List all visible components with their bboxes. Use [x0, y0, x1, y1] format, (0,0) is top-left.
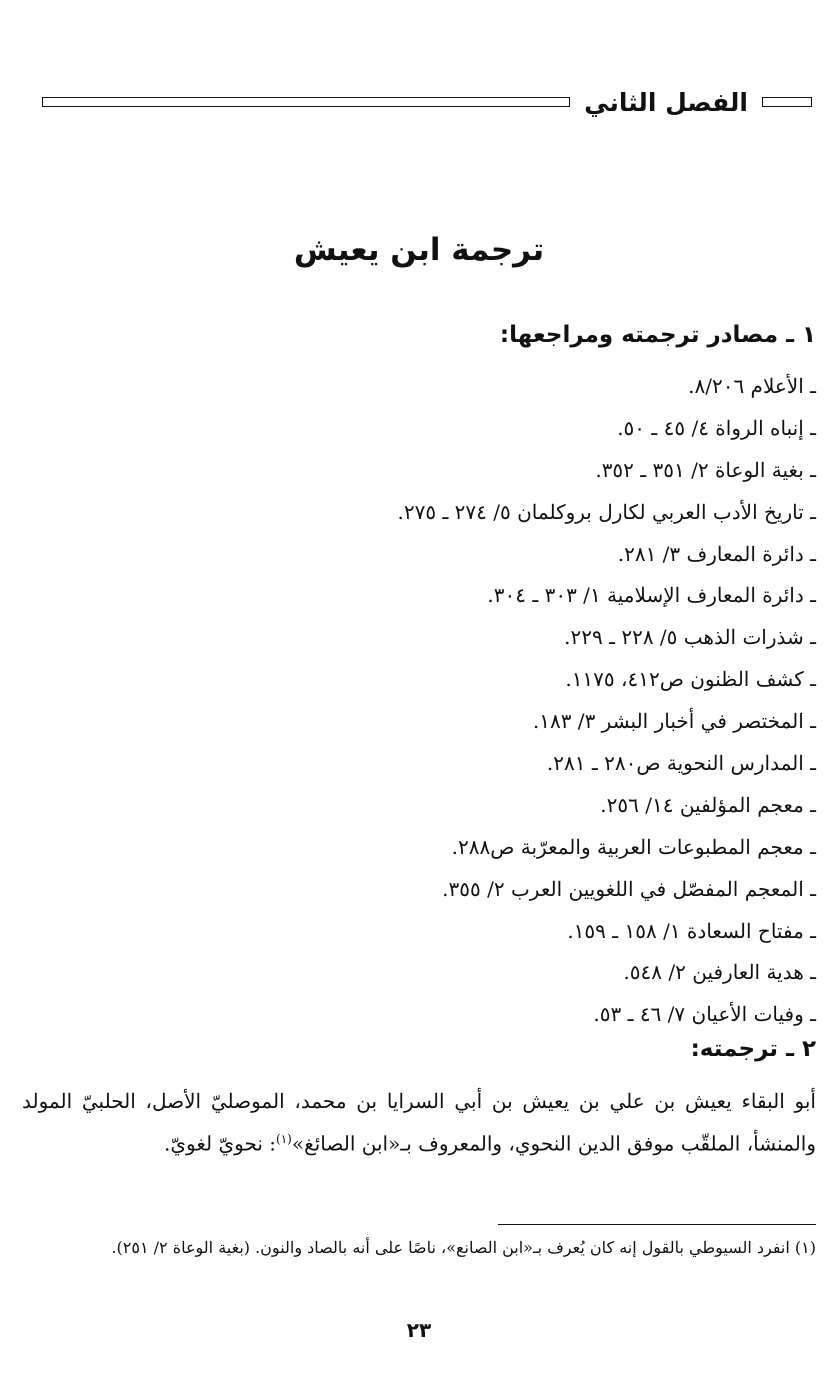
header-rule-left: [42, 97, 570, 107]
list-item: ـ دائرة المعارف الإسلامية ١/ ٣٠٣ ـ ٣٠٤.: [487, 583, 816, 608]
list-item: ـ تاريخ الأدب العربي لكارل بروكلمان ٥/ ٢٧٤ ـ ٢٧٥.: [397, 499, 816, 524]
biography-paragraph: [22, 1082, 816, 1163]
list-item: ـ إنباه الرواة ٤/ ٤٥ ـ ٥٠.: [617, 415, 816, 440]
sources-list: [56, 366, 816, 1036]
chapter-header: [42, 84, 812, 120]
list-item: ـ هدية العارفين ٢/ ٥٤٨.: [623, 960, 816, 985]
list-item: ـ معجم المطبوعات العربية والمعرّبة ص٢٨٨.: [451, 834, 816, 859]
list-item: ـ شذرات الذهب ٥/ ٢٢٨ ـ ٢٢٩.: [564, 625, 816, 650]
list-item: ـ بغية الوعاة ٢/ ٣٥١ ـ ٣٥٢.: [595, 457, 816, 482]
list-item: ـ الأعلام ٨/٢٠٦.: [688, 374, 816, 398]
list-item: ـ معجم المؤلفين ١٤/ ٢٥٦.: [600, 792, 816, 817]
section-heading-sources: ١ ـ مصادر ترجمته ومراجعها:: [499, 322, 816, 348]
list-item: ـ المعجم المفصّل في اللغويين العرب ٢/ ٣٥٥.: [442, 876, 816, 901]
footnote-marker[interactable]: (١): [276, 1132, 292, 1146]
list-item: ـ كشف الظنون ص٤١٢، ١١٧٥.: [565, 667, 816, 692]
list-item: ـ دائرة المعارف ٣/ ٢٨١.: [617, 541, 816, 566]
footnote-divider: [498, 1224, 816, 1225]
page-number: ٢٣: [406, 1318, 432, 1342]
page-title: ترجمة ابن يعيش: [293, 232, 545, 268]
list-item: ـ وفيات الأعيان ٧/ ٤٦ ـ ٥٣.: [593, 1002, 816, 1027]
biography-text-end: : نحويّ لغويّ.: [164, 1131, 277, 1156]
chapter-title: الفصل الثاني: [584, 87, 748, 117]
list-item: ـ مفتاح السعادة ١/ ١٥٨ ـ ١٥٩.: [567, 918, 816, 943]
biography-text: أبو البقاء يعيش بن علي بن يعيش بن أبي السرايا بن محمد، الموصليّ الأصل، الحلبيّ المولد والمنشأ، الملقّب موفق الدين النحوي، والمعروف بـ«ابن الصائغ»: [22, 1089, 816, 1156]
list-item: ـ المدارس النحوية ص٢٨٠ ـ ٢٨١.: [546, 751, 816, 776]
header-rule-right: [762, 97, 812, 107]
section-heading-biography: ٢ ـ ترجمته:: [690, 1036, 816, 1062]
list-item: ـ المختصر في أخبار البشر ٣/ ١٨٣.: [532, 709, 816, 734]
footnote: (١) انفرد السيوطي بالقول إنه كان يُعرف بـ«ابن الصانع»، ناصًا على أنه بالصاد والنون. (بغية الوعاة ٢/ ٢٥١).: [111, 1238, 816, 1257]
